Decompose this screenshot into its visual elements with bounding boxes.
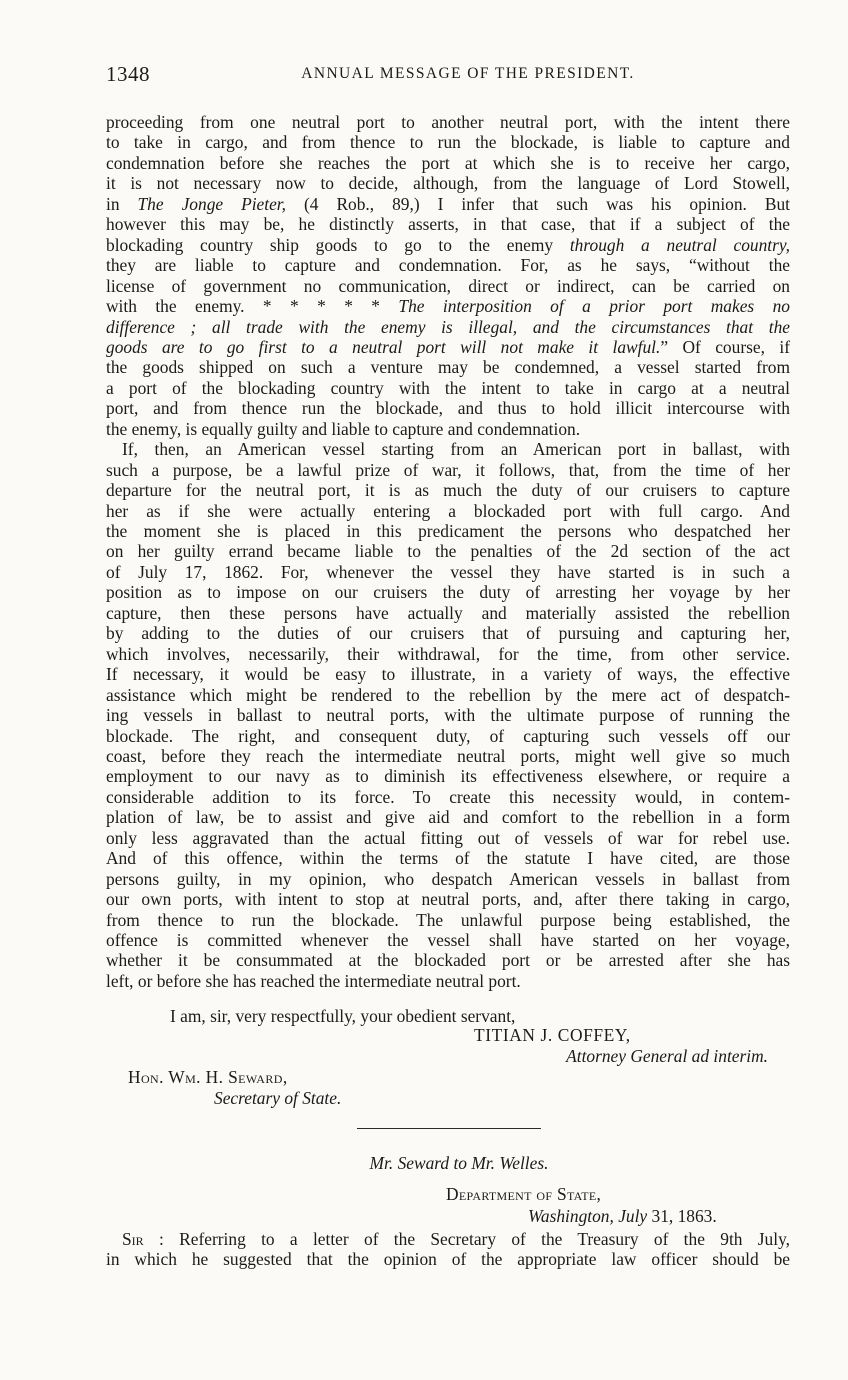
page-header bbox=[106, 62, 790, 92]
body-line: persons guilty, in my opinion, who despatch American vessels in ballast from bbox=[106, 868, 790, 889]
body-line-text: blockading country ship goods to go to the enemy bbox=[106, 234, 570, 255]
italic-text: The interposition of a prior port makes no bbox=[398, 296, 790, 317]
body-line: from thence to run the blockade. The unlawful purpose being established, the bbox=[106, 909, 790, 930]
section-divider bbox=[357, 1128, 541, 1129]
body-line bbox=[106, 235, 790, 255]
body-line: employment to our navy as to diminish its effectiveness elsewhere, or require a bbox=[106, 766, 790, 787]
body-line: the goods shipped on such a venture may be condemned, a vessel started from bbox=[106, 357, 790, 378]
body-line: her as if she were actually entering a blockaded port with full cargo. And bbox=[106, 500, 790, 521]
body-line: which involves, necessarily, their withdrawal, for the time, from other service. bbox=[106, 643, 790, 664]
body-line: port, and from thence run the blockade, and thus to hold illicit intercourse with bbox=[106, 398, 790, 419]
body-line bbox=[106, 337, 790, 357]
letter-dateline: Washington, July 31, 1863. bbox=[528, 1206, 717, 1226]
body-line bbox=[106, 194, 790, 214]
body-line: left, or before she has reached the intermediate neutral port. bbox=[106, 970, 521, 991]
body-line-text: with the enemy. * * * * * bbox=[106, 296, 399, 317]
body-line: to take in cargo, and from thence to run the blockade, is liable to capture and bbox=[106, 132, 790, 153]
body-line bbox=[106, 317, 790, 337]
body-line: blockade. The right, and consequent duty, of capturing such vessels off our bbox=[106, 725, 790, 746]
body-line: whether it be consummated at the blockaded port or be arrested after she has bbox=[106, 950, 790, 971]
body-line: departure for the neutral port, it is as much the duty of our cruisers to capture bbox=[106, 480, 790, 501]
body-line: by adding to the duties of our cruisers that of pursuing and capturing her, bbox=[106, 623, 790, 644]
body-line: offence is committed whenever the vessel shall have started on her voyage, bbox=[106, 930, 790, 950]
body-line: considerable addition to its force. To create this necessity would, in contem- bbox=[106, 786, 790, 807]
body-line: And of this offence, within the terms of the statute I have cited, are those bbox=[106, 848, 790, 869]
body-line-text: in bbox=[106, 193, 138, 214]
body-line: If, then, an American vessel starting from an American port in ballast, with bbox=[122, 439, 790, 460]
body-line: such a purpose, be a lawful prize of war, it follows, that, from the time of her bbox=[106, 459, 790, 480]
body-line: our own ports, with intent to stop at neutral ports, and, after there taking in cargo, bbox=[106, 889, 790, 910]
page-number: 1348 bbox=[106, 62, 150, 86]
body-line: on her guilty errand became liable to the penalties of the 2d section of the act bbox=[106, 541, 790, 562]
body-line: a port of the blockading country with the intent to take in cargo at a neutral bbox=[106, 377, 790, 398]
signer-title: Attorney General ad interim. bbox=[566, 1046, 768, 1066]
letter-heading: Mr. Seward to Mr. Welles. bbox=[369, 1153, 549, 1173]
sender-department: Department of State, bbox=[446, 1184, 602, 1204]
body-line: position as to impose on our cruisers the duty of arresting her voyage by her bbox=[106, 582, 790, 603]
addressee-title: Secretary of State. bbox=[214, 1088, 342, 1108]
body-line-text: (4 Rob., 89,) I infer that such was his opinion. But bbox=[286, 193, 791, 214]
body-line: ing vessels in ballast to neutral ports, with the ultimate purpose of running the bbox=[106, 705, 790, 726]
body-line: capture, then these persons have actually and materially assisted the rebellion bbox=[106, 602, 790, 623]
italic-text: difference ; all trade with the enemy is illegal, and the circumstances that the bbox=[106, 316, 790, 337]
addressee-name: Hon. Wm. H. Seward, bbox=[128, 1067, 288, 1087]
body-line: license of government no communication, direct or indirect, can be carried on bbox=[106, 275, 790, 296]
body-line: If necessary, it would be easy to illustrate, in a variety of ways, the effective bbox=[106, 664, 790, 685]
body-line: condemnation before she reaches the port at which she is to receive her cargo, bbox=[106, 152, 790, 173]
body-line: of July 17, 1862. For, whenever the vessel they have started is in such a bbox=[106, 561, 790, 582]
body-line: however this may be, he distinctly asserts, in that case, that if a subject of the bbox=[106, 214, 790, 235]
body-line: only less aggravated than the actual fitting out of vessels of war for rebel use. bbox=[106, 827, 790, 848]
body-line-text: ” Of course, if bbox=[660, 336, 790, 357]
body-line: it is not necessary now to decide, although, from the language of Lord Stowell, bbox=[106, 173, 790, 194]
italic-text: goods are to go first to a neutral port will not make it lawful. bbox=[106, 336, 661, 357]
body-line: the moment she is placed in this predicament the persons who despatched her bbox=[106, 521, 790, 541]
body-line: plation of law, be to assist and give aid and comfort to the rebellion in a form bbox=[106, 807, 790, 828]
body-line: they are liable to capture and condemnation. For, as he says, “without the bbox=[106, 255, 790, 276]
body-line: assistance which might be rendered to the rebellion by the mere act of despatch- bbox=[106, 684, 790, 705]
signer-name: TITIAN J. COFFEY, bbox=[474, 1025, 631, 1045]
letter-opening-line: Sir : Referring to a letter of the Secretary of the Treasury of the 9th July, bbox=[122, 1229, 790, 1249]
italic-text: through a neutral country, bbox=[569, 234, 791, 255]
body-line: coast, before they reach the intermediate neutral ports, might well give so much bbox=[106, 745, 790, 766]
body-line bbox=[106, 296, 790, 316]
italic-text: The Jonge Pieter, bbox=[137, 193, 286, 214]
closing-salutation: I am, sir, very respectfully, your obedient servant, bbox=[170, 1006, 516, 1026]
body-line: proceeding from one neutral port to another neutral port, with the intent there bbox=[106, 112, 790, 132]
body-line: the enemy, is equally guilty and liable to capture and condemnation. bbox=[106, 418, 581, 439]
letter-second-line: in which he suggested that the opinion of the appropriate law officer should be bbox=[106, 1249, 790, 1269]
running-head: ANNUAL MESSAGE OF THE PRESIDENT. bbox=[301, 65, 635, 82]
